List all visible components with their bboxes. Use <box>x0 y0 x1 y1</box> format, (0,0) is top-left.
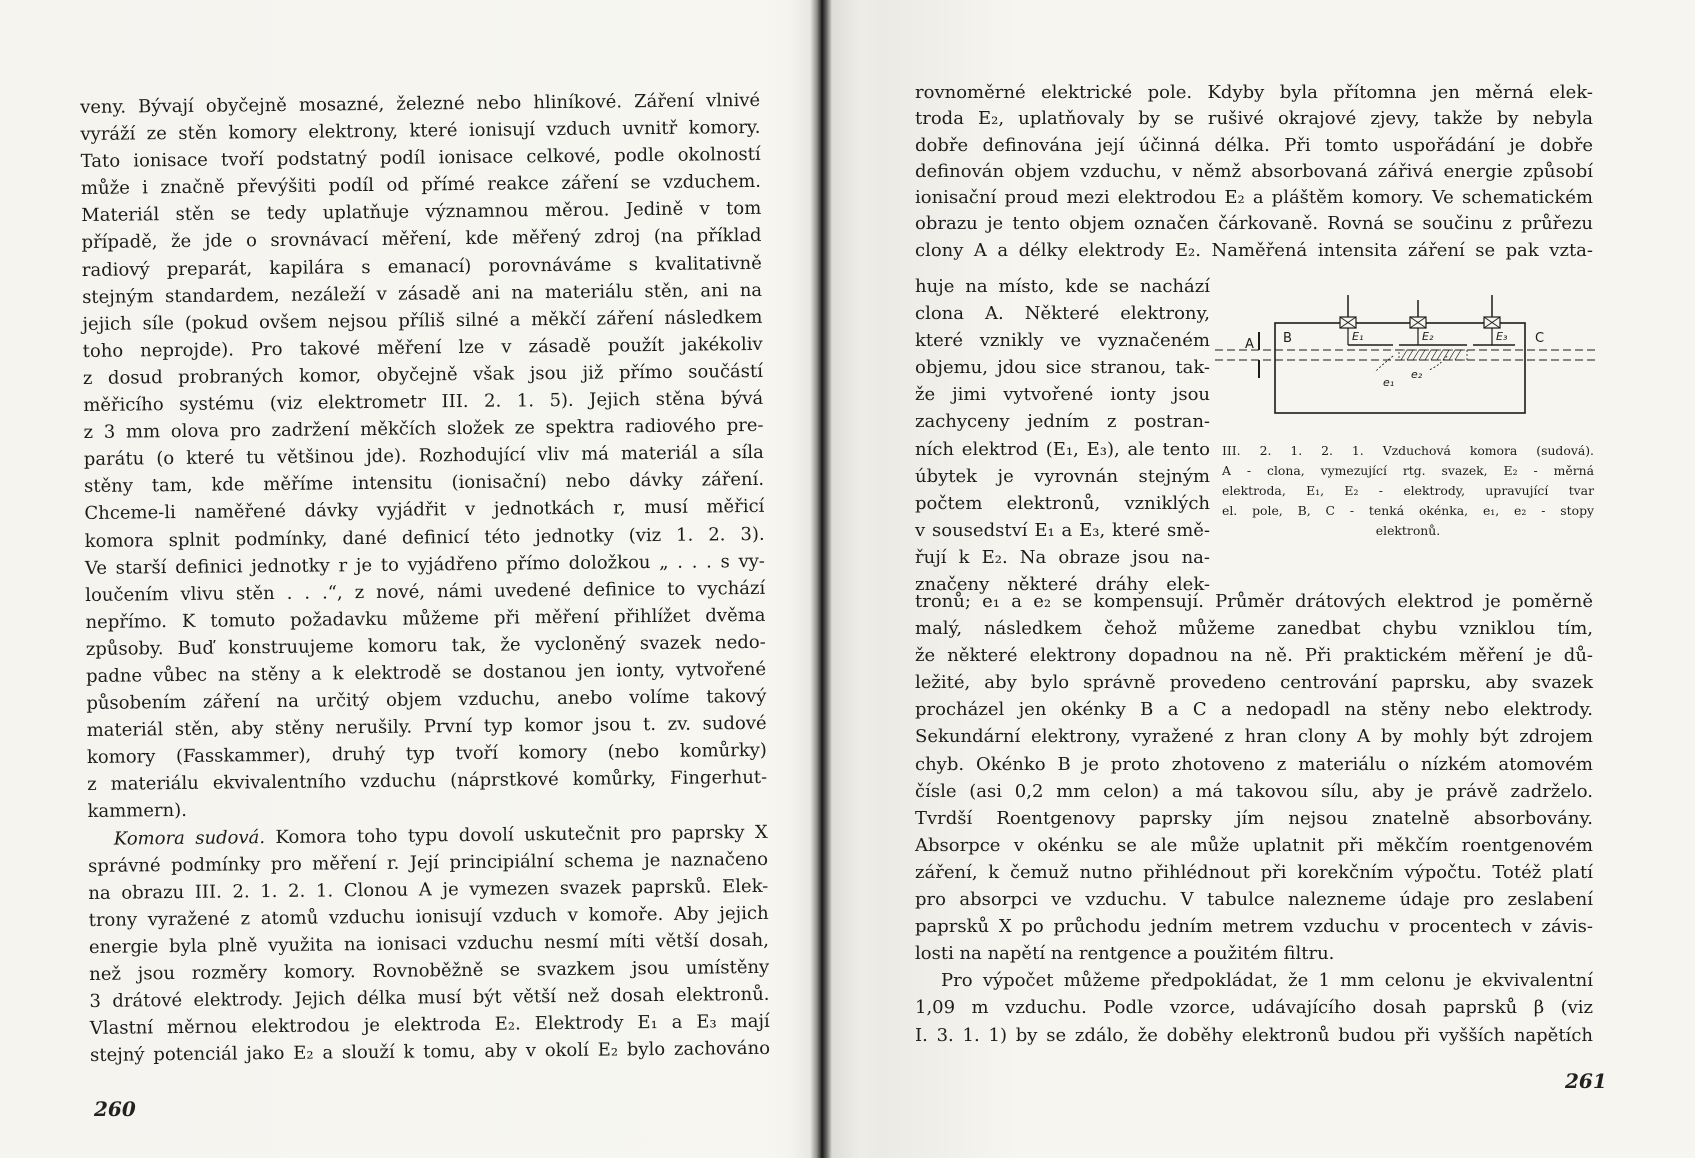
text-line: než jsou rozměry komory. Rovnoběžně se svazkem jsou umístěny <box>89 956 770 985</box>
text-line: z 3 mm olova pro zadržení měkčích složek ze spektra radiového pre- <box>83 414 764 444</box>
caption-line: A - clona, vymezující rtg. svazek, E₂ - měrná <box>1222 463 1594 478</box>
text-line: trony vyražené z atomů vzduchu ionisují vzduch v komoře. Aby jejich <box>88 902 769 931</box>
text-line: počtem elektronů, vzniklých <box>915 492 1210 514</box>
text-line: zachyceny jedním z postran- <box>915 411 1210 433</box>
text-line: na obrazu III. 2. 1. 2. 1. Clonou A je vymezen svazek paprsků. Elek- <box>88 875 769 904</box>
text-line: rovnoměrné elektrické pole. Kdyby byla přítomna jen měrná elek- <box>915 82 1593 103</box>
text-line: huje na místo, kde se nachází <box>915 276 1210 297</box>
text-line: stěny tam, kde měříme intensitu (ionisační) nebo dávky záření. <box>84 469 765 498</box>
text-line: vyráží ze stěn komory elektrony, které ionisují vzduch uvnitř komory. <box>80 116 761 146</box>
book-gutter <box>810 0 832 1158</box>
text-line: chyb. Okénko B je proto zhotoveno z materiálu o nízkém atomovém <box>915 753 1593 775</box>
label-e1-electrode: E₁ <box>1352 330 1364 343</box>
text-line: z materiálu ekvivalentního vzduchu (náprstkové komůrky, Fingerhut- <box>87 767 768 796</box>
text-line: 3 drátové elektrody. Jejich délka musí být větší než dosah elektronů. <box>89 983 770 1013</box>
text-line: Pro výpočet můžeme předpokládat, že 1 mm celonu je ekvivalentní <box>941 970 1593 992</box>
text-line: značeny některé dráhy elek- <box>915 574 1210 596</box>
text-line: veny. Bývají obyčejně mosazné, železné nebo hliníkové. Záření vlnivé <box>80 89 761 118</box>
text-line: procházel jen okénky B a C a nedopadl na stěny nebo elektrody. <box>915 699 1593 721</box>
text-line: komora splnit podmínky, dané definicí této jednotky (viz 1. 2. 3). <box>84 523 765 552</box>
text-line: materiál stěn, aby stěny nerušily. První typ komor jsou t. zv. sudové <box>86 713 767 742</box>
text-line: Materiál stěn se tedy uplatňuje významnou měrou. Jedině v tom <box>81 198 762 227</box>
text-line: energie byla plně využita na ionisaci vzduchu nesmí míti větší dosah, <box>88 929 770 958</box>
text-line: že některé elektrony dopadnou na ně. Při praktickém měření je dů- <box>915 645 1593 667</box>
text-line: Absorpce v okénku se ale může uplatnit při měkčím roentgenovém <box>915 834 1593 856</box>
measured-volume-hatch <box>1401 350 1461 360</box>
text-line: Chceme-li naměřené dávky vyjádřit v jednotkách r, musí měřicí <box>84 496 765 525</box>
text-line: jejich síle (pokud ovšem nejsou příliš silné a měkčí záření následkem <box>82 306 763 335</box>
text-line: malý, následkem čehož můžeme zanedbat chybu vzniklou tím, <box>915 618 1593 640</box>
label-c: C <box>1535 331 1545 346</box>
text-line: ionisační proud mezi elektrodou E₂ a pláštěm komory. Ve schematickém <box>915 187 1593 209</box>
chamber-schematic-figure <box>1215 290 1595 430</box>
measured-volume <box>1399 350 1467 360</box>
text-line: tronů; e₁ a e₂ se kompensují. Průměr drátových elektrod je poměrně <box>915 591 1593 612</box>
text-line: kammern). <box>87 800 187 823</box>
caption-line: el. pole, B, C - tenká okénka, e₁, e₂ - stopy <box>1222 503 1594 518</box>
text-line: stejný potenciál jako E₂ a slouží k tomu, aby v okolí E₂ bylo zachováno <box>89 1038 771 1067</box>
label-a: A <box>1245 337 1254 352</box>
label-b: B <box>1283 331 1292 346</box>
label-e1-track: e₁ <box>1383 376 1395 389</box>
label-e3-electrode: E₃ <box>1496 330 1508 343</box>
text-line: že jimi vytvořené ionty jsou <box>915 384 1210 406</box>
text-line: správné podmínky pro měření r. Její principiální schema je naznačeno <box>87 848 769 877</box>
page-number-right: 261 <box>1565 1069 1607 1093</box>
electron-track-e1 <box>1375 356 1393 372</box>
left-page-text <box>80 87 770 1069</box>
text-line: které vznikly ve vyznačeném <box>915 330 1210 352</box>
text-line: loučením vlivu stěn . . .“, z nové, námi uvedené definice to vychází <box>85 577 766 606</box>
text-line: ních elektrod (E₁, E₃), ale tento <box>915 438 1210 460</box>
text-line: čísle (asi 0,2 mm celon) a má takovou sílu, aby je právě zadrželo. <box>915 780 1593 802</box>
text-line: případě, že jde o srovnávací měření, kde měřený zdroj (na příklad <box>81 225 762 254</box>
text-line: působením záření na určitý objem vzduchu, anebo volíme takový <box>86 685 767 715</box>
right-page-text-bottom <box>915 588 1593 1049</box>
page-number-left: 260 <box>94 1097 136 1121</box>
text-line: obrazu je tento objem označen čárkovaně. Rovná se součinu z průřezu <box>915 213 1593 235</box>
text-line: paprsků X po průchodu jedním metrem vzduchu v procentech v závis- <box>915 916 1593 938</box>
text-line: měřicího systému (viz elektrometr III. 2. 1. 5). Jejich stěna bývá <box>83 387 764 417</box>
paragraph-first-text: Komora toho typu dovolí uskutečnit pro paprsky X <box>264 821 768 848</box>
text-line: toho neprojde). Pro takové měření lze v zásadě použít jakékoliv <box>82 333 763 362</box>
text-line: nepřímo. K tomuto požadavku můžeme při měření přihlížet dvěma <box>85 604 766 633</box>
chamber-wall <box>1275 323 1525 413</box>
chamber-schematic-diagram <box>1215 290 1595 430</box>
caption-line: elektroda, E₁, E₂ - elektrody, upravující tvar <box>1222 483 1594 498</box>
text-line: může i značně převýšiti podíl od přímé reakce záření se vzduchem. <box>80 171 762 200</box>
text-line: radiový preparát, kapilára s emanací) porovnáváme s kvalitativně <box>81 252 762 281</box>
label-e2-track: e₂ <box>1411 368 1423 381</box>
text-line: losti na napětí na rentgence a použitém filtru. <box>915 943 1335 965</box>
text-line: z dosud probraných komor, obyčejně však jsou již přímo součástí <box>82 360 764 389</box>
text-line: padne vůbec na stěny a k elektrodě se dostanou jen ionty, vytvořené <box>85 658 767 687</box>
text-line: definován objem vzduchu, v němž absorbovaná zářivá energie způsobí <box>915 160 1593 182</box>
text-line: stejným standardem, nezáleží v zásadě ani na materiálu stěn, ani na <box>82 279 763 308</box>
caption-line: III. 2. 1. 2. 1. Vzduchová komora (sudová). <box>1222 443 1594 458</box>
right-page-text-beside-figure <box>915 273 1210 598</box>
text-line: úbytek je vyrovnán stejným <box>915 465 1210 487</box>
text-line: Tvrdší Roentgenovy paprsky jím nejsou znatelně absorbovány. <box>915 807 1593 829</box>
caption-line: elektronů. <box>1375 523 1441 538</box>
text-line: řují k E₂. Na obraze jsou na- <box>915 546 1210 568</box>
text-line: 1,09 m vzduchu. Podle vzorce, udávajícího dosah paprsků β (viz <box>915 997 1593 1019</box>
text-line: Tato ionisace tvoří podstatný podíl ionisace celkové, podle okolností <box>80 144 761 173</box>
text-line: způsoby. Buď konstruujeme komoru tak, že vycloněný svazek nedo- <box>85 631 766 660</box>
text-line: Sekundární elektrony, vyražené z hran clony A by mohly být zdrojem <box>915 726 1593 748</box>
text-line: I. 3. 1. 1) by se zdálo, že doběhy elektronů budou při vyšších napětích <box>915 1024 1593 1046</box>
text-line: objemu, jdou sice stranou, tak- <box>915 357 1210 379</box>
text-line: komory (Fasskammer), druhý typ tvoří komory (nebo komůrky) <box>86 740 768 769</box>
text-line: clony A a délky elektrody E₂. Naměřená intensita záření se pak vzta- <box>915 239 1593 261</box>
label-e2-electrode: E₂ <box>1422 330 1434 343</box>
text-line: troda E₂, uplatňovaly by se rušivé okrajové zjevy, takže by nebyla <box>915 108 1593 130</box>
text-line: pro absorpci ve vzduchu. V tabulce nalezneme údaje pro zeslabení <box>915 889 1593 911</box>
figure-caption <box>1222 441 1594 541</box>
text-line: dobře definována její účinná délka. Při tomto uspořádání je dobře <box>915 134 1593 156</box>
text-line: záření, k čemuž nutno přihlédnout při korekčním výpočtu. Totéž platí <box>915 861 1593 883</box>
paragraph-run-in-title: Komora sudová. <box>113 826 266 850</box>
text-line: clona A. Některé elektrony, <box>915 303 1210 325</box>
text-line: Vlastní měrnou elektrodou je elektroda E₂. Elektrody E₁ a E₃ mají <box>89 1011 770 1040</box>
text-line: parátu (o které tu většinou jde). Rozhodující vliv má materiál a síla <box>83 442 764 471</box>
text-line: v sousedství E₁ a E₃, které smě- <box>915 519 1210 541</box>
text-line: Ve starší definici jednotky r je to vyjádřeno přímo doložkou „ . . . s vy- <box>84 550 766 579</box>
text-line: ležité, aby bylo správně provedeno centrování paprsku, aby svazek <box>915 672 1593 694</box>
right-page-text-top <box>915 80 1593 264</box>
